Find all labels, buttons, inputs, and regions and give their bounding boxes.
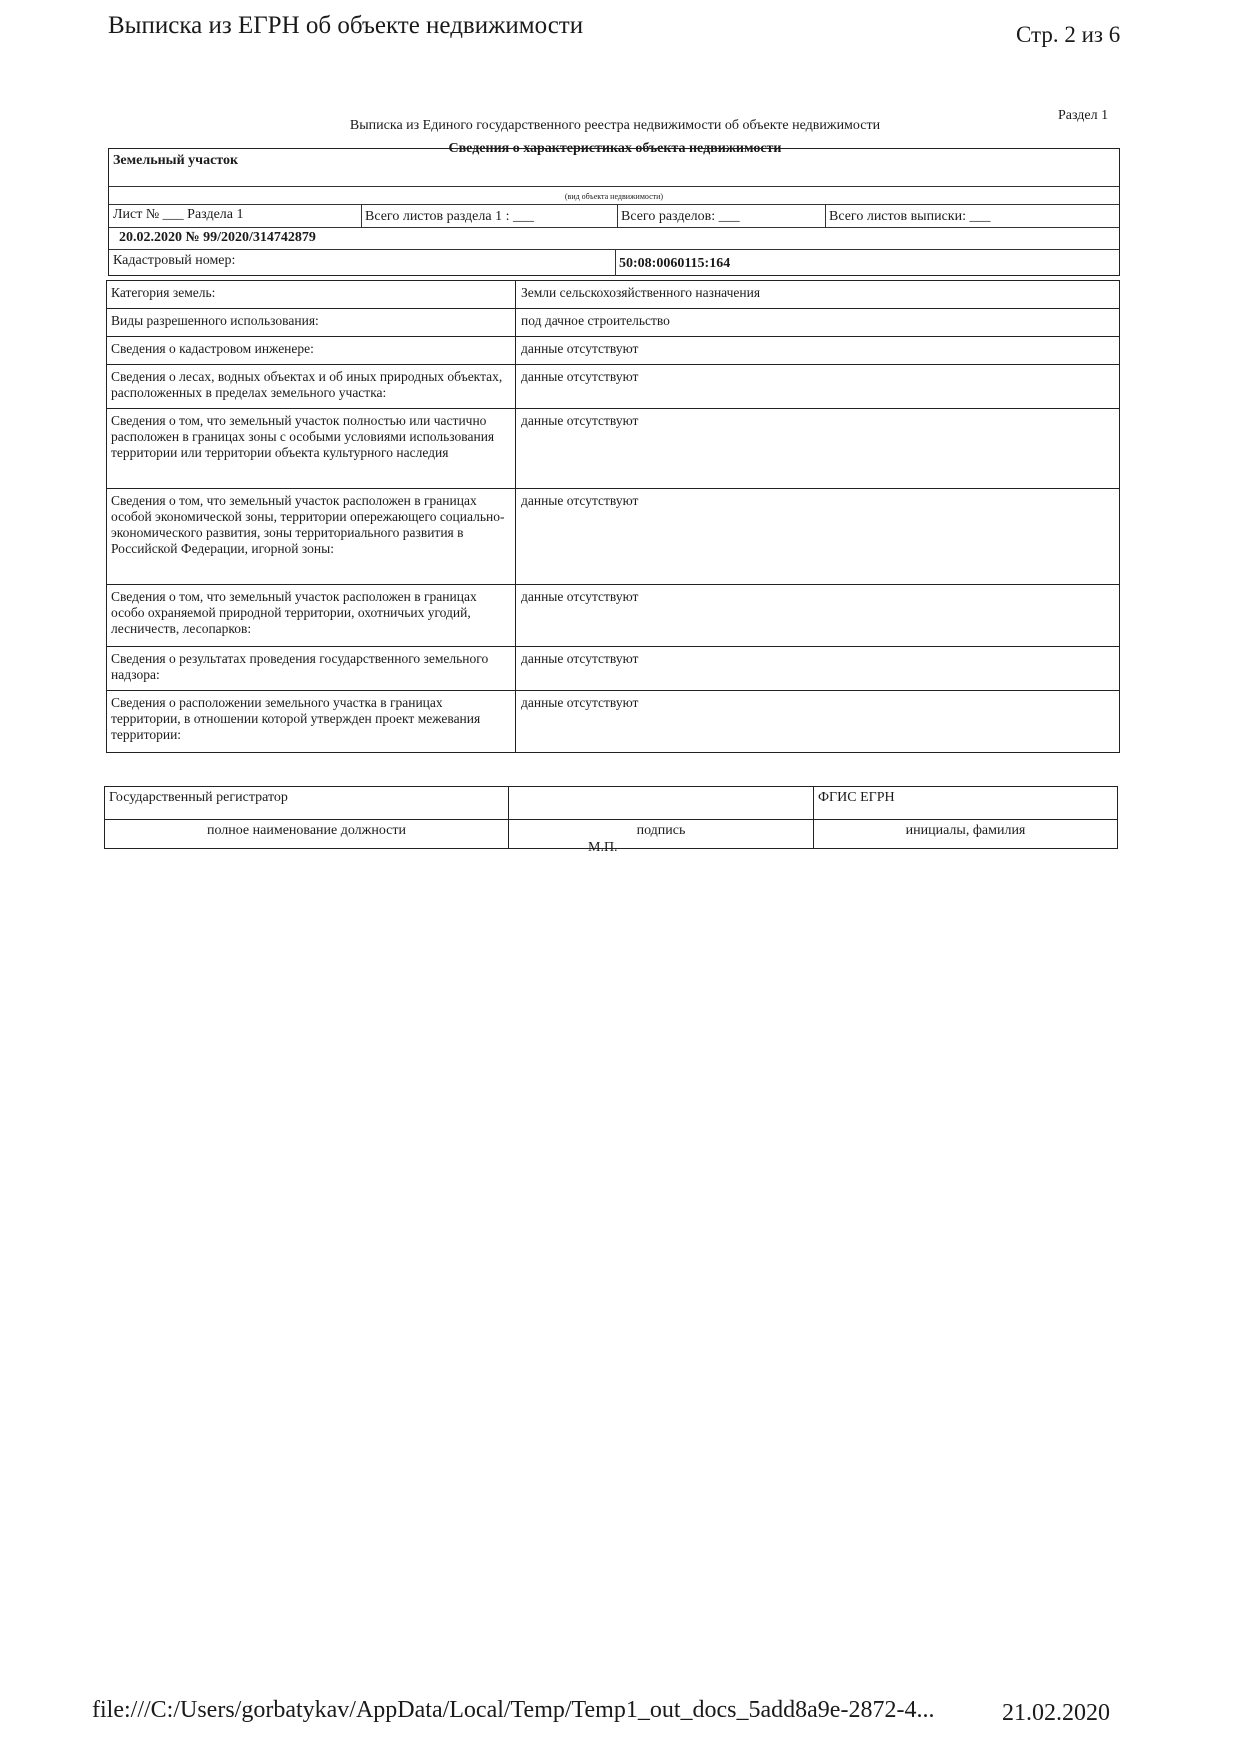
table-row — [107, 337, 1120, 365]
object-type: Земельный участок — [113, 153, 239, 168]
sheets-total: Всего листов выписки: ___ — [829, 209, 991, 224]
row-value: данные отсутствуют — [516, 489, 1120, 585]
document-title: Выписка из Единого государственного реестра недвижимости об объекте недвижимости — [349, 118, 881, 133]
table-row — [107, 309, 1120, 337]
name-caption: инициалы, фамилия — [814, 820, 1118, 849]
print-footer-url: file:///C:/Users/gorbatykav/AppData/Local/Temp/Temp1_out_docs_5add8a9e-2872-4... — [92, 1697, 935, 1723]
object-caption-row — [109, 186, 1119, 205]
row-label: Сведения о результатах проведения государственного земельного надзора: — [107, 647, 516, 691]
row-value: данные отсутствуют — [516, 409, 1120, 489]
table-row — [107, 647, 1120, 691]
print-page-number: Стр. 2 из 6 — [1016, 22, 1121, 47]
cell-divider — [615, 250, 616, 276]
sheet-info-row — [109, 204, 1119, 228]
sections-total: Всего разделов: ___ — [621, 209, 740, 224]
extract-header — [108, 148, 1120, 276]
print-header-title: Выписка из ЕГРН об объекте недвижимости — [108, 12, 584, 39]
row-value: данные отсутствуют — [516, 337, 1120, 365]
position-caption: полное наименование должности — [105, 820, 509, 849]
cell-divider — [825, 204, 826, 227]
row-label: Сведения о кадастровом инженере: — [107, 337, 516, 365]
row-value: Земли сельскохозяйственного назначения — [516, 281, 1120, 309]
table-row — [107, 585, 1120, 647]
stamp-place: М.П. — [588, 840, 618, 855]
row-label: Сведения о расположении земельного участка в границах территории, в отношении которой утвержден проект межевания территории: — [107, 691, 516, 753]
sheets-in-section: Всего листов раздела 1 : ___ — [365, 209, 534, 224]
row-label: Виды разрешенного использования: — [107, 309, 516, 337]
row-value: данные отсутствуют — [516, 647, 1120, 691]
row-value: под дачное строительство — [516, 309, 1120, 337]
print-footer-date: 21.02.2020 — [1002, 1700, 1110, 1726]
extract-date-number: 20.02.2020 № 99/2020/314742879 — [119, 230, 316, 245]
registrar-org: ФГИС ЕГРН — [814, 787, 1118, 820]
date-number-row — [109, 227, 1119, 249]
table-row — [107, 281, 1120, 309]
document-subtitle: Сведения о характеристиках объекта недвижимости — [448, 141, 782, 156]
cadastral-row — [109, 249, 1119, 276]
signature-caption: подпись — [509, 820, 814, 849]
row-label: Сведения о том, что земельный участок расположен в границах особой экономической зоны, территории опережающего социально-экономического развития, зоны территориального развития в Российской Федерации, игорной зоны: — [107, 489, 516, 585]
row-value: данные отсутствуют — [516, 691, 1120, 753]
signature-row — [105, 787, 1118, 820]
signature-field — [509, 787, 814, 820]
row-label: Сведения о лесах, водных объектах и об иных природных объектах, расположенных в пределах земельного участка: — [107, 365, 516, 409]
table-row — [107, 365, 1120, 409]
row-label: Сведения о том, что земельный участок полностью или частично расположен в границах зоны с особыми условиями использования территории или территории объекта культурного наследия — [107, 409, 516, 489]
cell-divider — [617, 204, 618, 227]
registrar-label: Государственный регистратор — [105, 787, 509, 820]
table-row — [107, 409, 1120, 489]
object-type-row — [109, 149, 1119, 187]
cell-divider — [361, 204, 362, 227]
cadastral-number: 50:08:0060115:164 — [619, 256, 731, 271]
cadastral-label: Кадастровый номер: — [113, 253, 236, 268]
row-value: данные отсутствуют — [516, 585, 1120, 647]
table-row — [107, 489, 1120, 585]
section-label: Раздел 1 — [1058, 108, 1109, 123]
row-value: данные отсутствуют — [516, 365, 1120, 409]
row-label: Сведения о том, что земельный участок расположен в границах особо охраняемой природной территории, охотничьих угодий, лесничеств, лесопарков: — [107, 585, 516, 647]
table-row — [107, 691, 1120, 753]
sheet-number: Лист № ___ Раздела 1 — [113, 207, 244, 222]
object-type-caption: (вид объекта недвижимости) — [564, 192, 664, 201]
characteristics-table — [106, 280, 1120, 753]
row-label: Категория земель: — [107, 281, 516, 309]
